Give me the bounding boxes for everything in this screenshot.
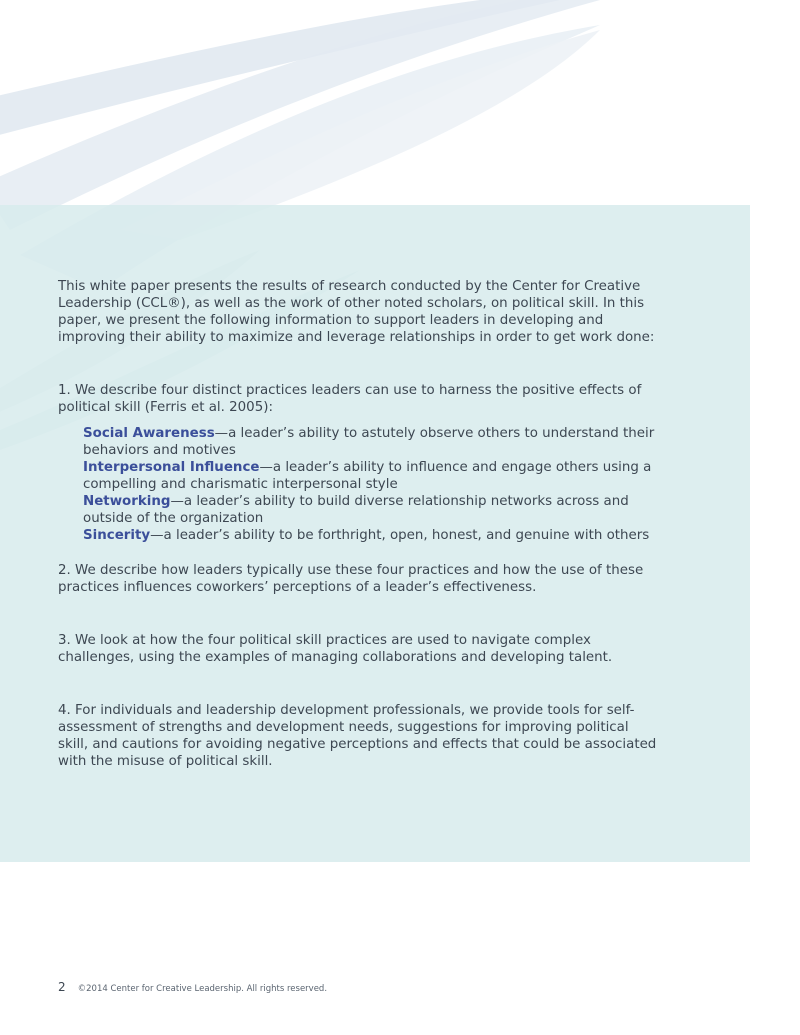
practice-item bbox=[83, 527, 658, 544]
copyright-notice: ©2014 Center for Creative Leadership. All rights reserved. bbox=[77, 984, 328, 994]
practice-description: —a leader’s ability to astutely observe others to understand their behaviors and motives bbox=[83, 426, 655, 458]
main-content bbox=[58, 278, 658, 770]
point-3: 3. We look at how the four political skill practices are used to navigate complex challenges, using the examples of managing collaborations and developing talent. bbox=[58, 633, 613, 665]
practice-description: —a leader’s ability to build diverse relationship networks across and outside of the organization bbox=[83, 494, 629, 526]
practice-item bbox=[83, 493, 658, 527]
intro-paragraph: This white paper presents the results of research conducted by the Center for Creative Leadership (CCL®), as well as the work of other noted scholars, on political skill. In this paper, we present the following information to support leaders in developing and improving their ability to maximize and leverage relationships in order to get work done: bbox=[58, 279, 655, 345]
practice-name: Sincerity bbox=[83, 528, 151, 543]
practice-name: Interpersonal Influence bbox=[83, 460, 260, 475]
practices-list bbox=[83, 425, 658, 544]
practice-item bbox=[83, 459, 658, 493]
practice-item bbox=[83, 425, 658, 459]
practice-description: —a leader’s ability to be forthright, open, honest, and genuine with others bbox=[150, 528, 650, 543]
point-2: 2. We describe how leaders typically use these four practices and how the use of these practices influences coworkers’ perceptions of a leader’s effectiveness. bbox=[58, 563, 644, 595]
page-footer bbox=[58, 980, 327, 994]
practice-name: Networking bbox=[83, 494, 171, 509]
practice-name: Social Awareness bbox=[83, 426, 215, 441]
point-1: 1. We describe four distinct practices leaders can use to harness the positive effects of political skill (Ferris et al. 2005): bbox=[58, 383, 642, 415]
point-4: 4. For individuals and leadership development professionals, we provide tools for self-assessment of strengths and development needs, suggestions for improving political skill, and cautions for avoiding negative perceptions and effects that could be associated with the misuse of political skill. bbox=[58, 703, 657, 769]
practice-description: —a leader’s ability to influence and engage others using a compelling and charismatic interpersonal style bbox=[83, 460, 652, 492]
page-number: 2 bbox=[58, 980, 66, 994]
